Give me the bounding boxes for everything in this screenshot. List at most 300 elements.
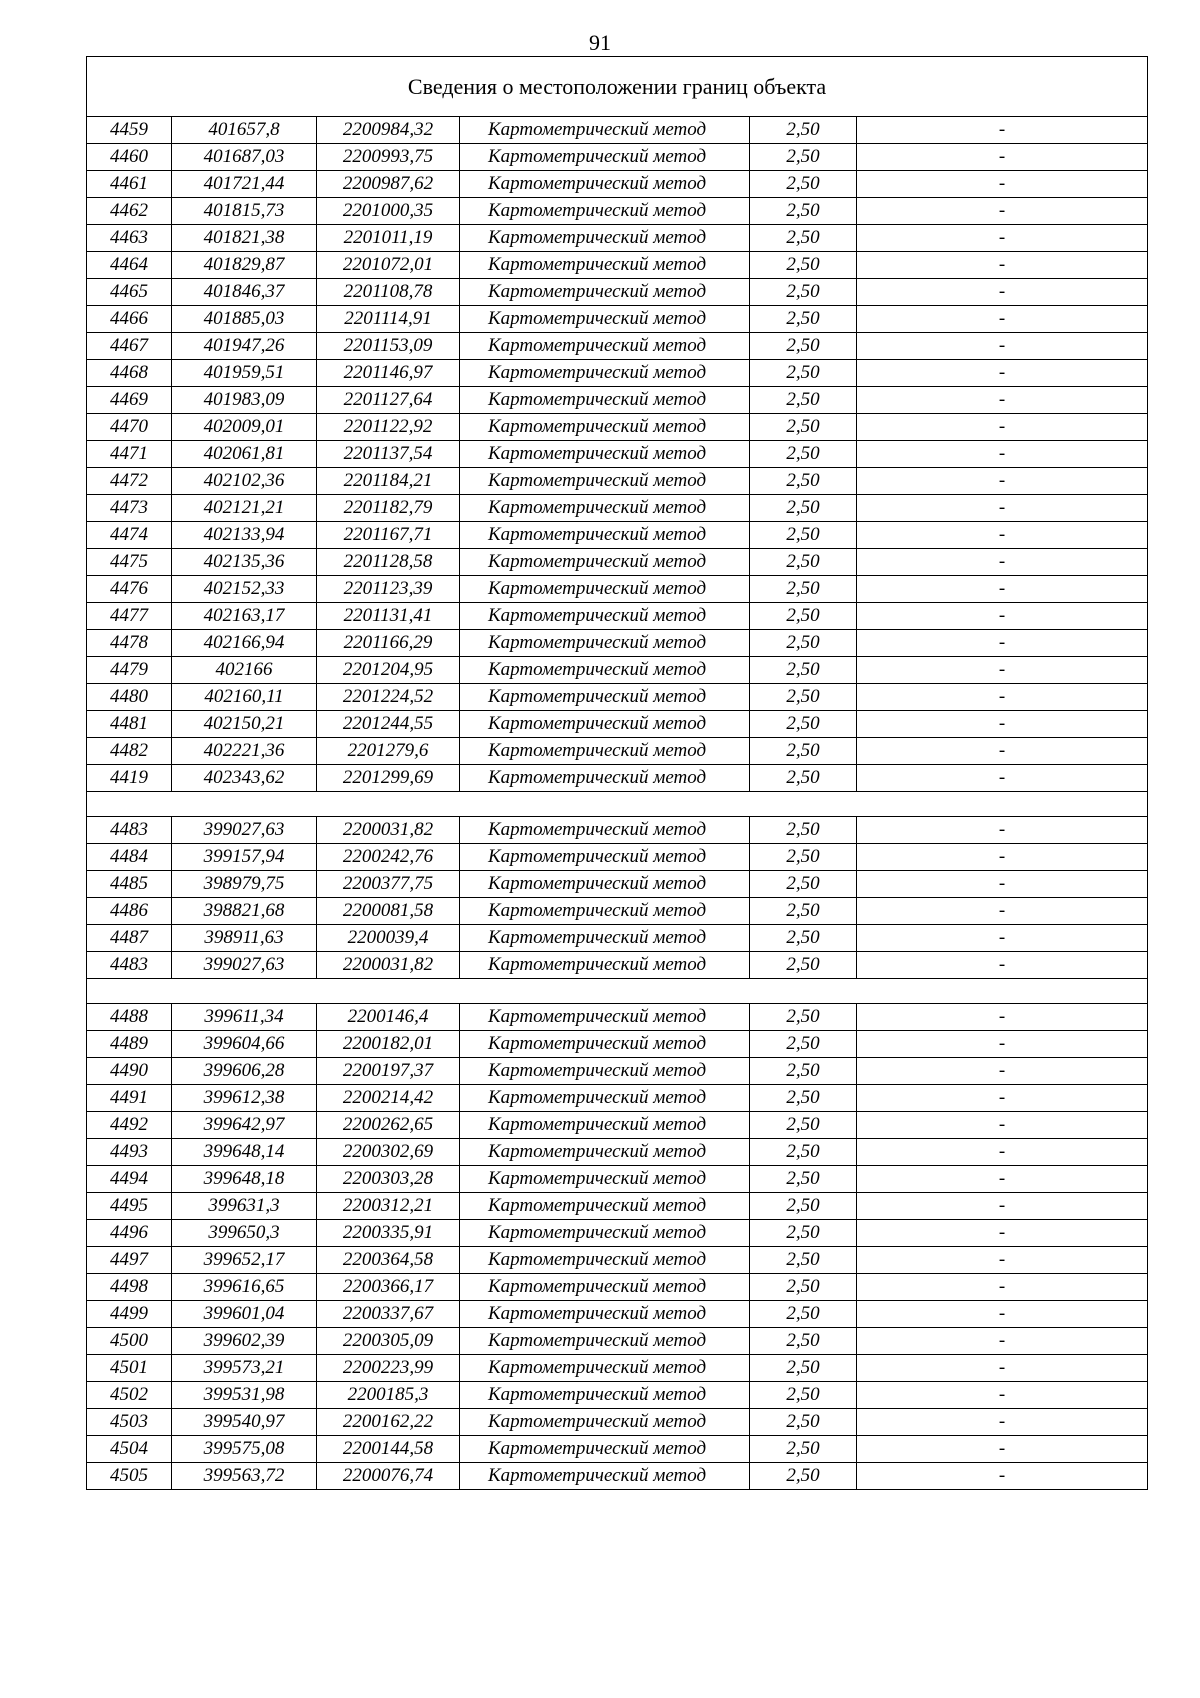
x-coordinate-cell: 402166	[172, 657, 317, 684]
x-coordinate-cell: 402221,36	[172, 738, 317, 765]
accuracy-cell: 2,50	[750, 306, 857, 333]
accuracy-cell: 2,50	[750, 684, 857, 711]
x-coordinate-cell: 398821,68	[172, 898, 317, 925]
accuracy-cell: 2,50	[750, 360, 857, 387]
table-row	[87, 522, 1148, 549]
accuracy-cell: 2,50	[750, 279, 857, 306]
y-coordinate-cell: 2200335,91	[317, 1220, 460, 1247]
x-coordinate-cell: 401846,37	[172, 279, 317, 306]
accuracy-cell: 2,50	[750, 1328, 857, 1355]
point-number-cell: 4496	[87, 1220, 172, 1247]
description-cell: -	[857, 522, 1148, 549]
table-row	[87, 1112, 1148, 1139]
y-coordinate-cell: 2201122,92	[317, 414, 460, 441]
x-coordinate-cell: 399652,17	[172, 1247, 317, 1274]
accuracy-cell: 2,50	[750, 1193, 857, 1220]
method-cell: Картометрический метод	[460, 495, 750, 522]
table-row	[87, 1247, 1148, 1274]
table-row	[87, 952, 1148, 979]
y-coordinate-cell: 2200312,21	[317, 1193, 460, 1220]
method-cell: Картометрический метод	[460, 333, 750, 360]
x-coordinate-cell: 399604,66	[172, 1031, 317, 1058]
description-cell: -	[857, 1409, 1148, 1436]
table-row	[87, 844, 1148, 871]
table-row	[87, 1031, 1148, 1058]
x-coordinate-cell: 399540,97	[172, 1409, 317, 1436]
y-coordinate-cell: 2201204,95	[317, 657, 460, 684]
y-coordinate-cell: 2200031,82	[317, 817, 460, 844]
description-cell: -	[857, 1463, 1148, 1490]
point-number-cell: 4459	[87, 117, 172, 144]
point-number-cell: 4476	[87, 576, 172, 603]
table-row	[87, 1085, 1148, 1112]
point-number-cell: 4468	[87, 360, 172, 387]
point-number-cell: 4491	[87, 1085, 172, 1112]
y-coordinate-cell: 2200993,75	[317, 144, 460, 171]
description-cell: -	[857, 1058, 1148, 1085]
table-row	[87, 898, 1148, 925]
description-cell: -	[857, 414, 1148, 441]
accuracy-cell: 2,50	[750, 441, 857, 468]
table-row	[87, 1058, 1148, 1085]
description-cell: -	[857, 468, 1148, 495]
y-coordinate-cell: 2201279,6	[317, 738, 460, 765]
y-coordinate-cell: 2201153,09	[317, 333, 460, 360]
accuracy-cell: 2,50	[750, 1085, 857, 1112]
method-cell: Картометрический метод	[460, 898, 750, 925]
y-coordinate-cell: 2201182,79	[317, 495, 460, 522]
x-coordinate-cell: 398979,75	[172, 871, 317, 898]
description-cell: -	[857, 360, 1148, 387]
point-number-cell: 4469	[87, 387, 172, 414]
description-cell: -	[857, 1166, 1148, 1193]
description-cell: -	[857, 1031, 1148, 1058]
accuracy-cell: 2,50	[750, 333, 857, 360]
table-row	[87, 1328, 1148, 1355]
method-cell: Картометрический метод	[460, 468, 750, 495]
point-number-cell: 4473	[87, 495, 172, 522]
point-number-cell: 4499	[87, 1301, 172, 1328]
method-cell: Картометрический метод	[460, 844, 750, 871]
description-cell: -	[857, 1355, 1148, 1382]
y-coordinate-cell: 2200223,99	[317, 1355, 460, 1382]
description-cell: -	[857, 603, 1148, 630]
table-row	[87, 468, 1148, 495]
point-number-cell: 4505	[87, 1463, 172, 1490]
description-cell: -	[857, 898, 1148, 925]
description-cell: -	[857, 738, 1148, 765]
x-coordinate-cell: 402166,94	[172, 630, 317, 657]
description-cell: -	[857, 657, 1148, 684]
description-cell: -	[857, 711, 1148, 738]
table-row	[87, 925, 1148, 952]
point-number-cell: 4489	[87, 1031, 172, 1058]
x-coordinate-cell: 399575,08	[172, 1436, 317, 1463]
x-coordinate-cell: 402150,21	[172, 711, 317, 738]
point-number-cell: 4483	[87, 817, 172, 844]
description-cell: -	[857, 1274, 1148, 1301]
method-cell: Картометрический метод	[460, 1112, 750, 1139]
accuracy-cell: 2,50	[750, 387, 857, 414]
x-coordinate-cell: 402135,36	[172, 549, 317, 576]
point-number-cell: 4486	[87, 898, 172, 925]
point-number-cell: 4484	[87, 844, 172, 871]
x-coordinate-cell: 399612,38	[172, 1085, 317, 1112]
method-cell: Картометрический метод	[460, 657, 750, 684]
accuracy-cell: 2,50	[750, 603, 857, 630]
table-row	[87, 117, 1148, 144]
y-coordinate-cell: 2200185,3	[317, 1382, 460, 1409]
table-row	[87, 1355, 1148, 1382]
x-coordinate-cell: 399531,98	[172, 1382, 317, 1409]
x-coordinate-cell: 402102,36	[172, 468, 317, 495]
x-coordinate-cell: 399027,63	[172, 952, 317, 979]
table-row	[87, 576, 1148, 603]
accuracy-cell: 2,50	[750, 1247, 857, 1274]
y-coordinate-cell: 2201137,54	[317, 441, 460, 468]
method-cell: Картометрический метод	[460, 1139, 750, 1166]
page-number: 91	[589, 30, 611, 55]
method-cell: Картометрический метод	[460, 171, 750, 198]
point-number-cell: 4504	[87, 1436, 172, 1463]
x-coordinate-cell: 399027,63	[172, 817, 317, 844]
x-coordinate-cell: 402160,11	[172, 684, 317, 711]
method-cell: Картометрический метод	[460, 441, 750, 468]
point-number-cell: 4419	[87, 765, 172, 792]
method-cell: Картометрический метод	[460, 306, 750, 333]
accuracy-cell: 2,50	[750, 738, 857, 765]
description-cell: -	[857, 1301, 1148, 1328]
accuracy-cell: 2,50	[750, 225, 857, 252]
table-row	[87, 1193, 1148, 1220]
y-coordinate-cell: 2201166,29	[317, 630, 460, 657]
accuracy-cell: 2,50	[750, 844, 857, 871]
point-number-cell: 4465	[87, 279, 172, 306]
accuracy-cell: 2,50	[750, 198, 857, 225]
description-cell: -	[857, 1193, 1148, 1220]
description-cell: -	[857, 576, 1148, 603]
accuracy-cell: 2,50	[750, 1004, 857, 1031]
table-row	[87, 711, 1148, 738]
accuracy-cell: 2,50	[750, 711, 857, 738]
x-coordinate-cell: 402121,21	[172, 495, 317, 522]
accuracy-cell: 2,50	[750, 898, 857, 925]
accuracy-cell: 2,50	[750, 1220, 857, 1247]
x-coordinate-cell: 401815,73	[172, 198, 317, 225]
method-cell: Картометрический метод	[460, 630, 750, 657]
method-cell: Картометрический метод	[460, 1409, 750, 1436]
y-coordinate-cell: 2201224,52	[317, 684, 460, 711]
y-coordinate-cell: 2200144,58	[317, 1436, 460, 1463]
accuracy-cell: 2,50	[750, 1382, 857, 1409]
x-coordinate-cell: 399631,3	[172, 1193, 317, 1220]
x-coordinate-cell: 399650,3	[172, 1220, 317, 1247]
method-cell: Картометрический метод	[460, 1382, 750, 1409]
group-separator-row	[87, 792, 1148, 817]
x-coordinate-cell: 402009,01	[172, 414, 317, 441]
table-row	[87, 144, 1148, 171]
y-coordinate-cell: 2201146,97	[317, 360, 460, 387]
description-cell: -	[857, 1247, 1148, 1274]
x-coordinate-cell: 399642,97	[172, 1112, 317, 1139]
y-coordinate-cell: 2201184,21	[317, 468, 460, 495]
accuracy-cell: 2,50	[750, 1031, 857, 1058]
point-number-cell: 4483	[87, 952, 172, 979]
y-coordinate-cell: 2201244,55	[317, 711, 460, 738]
x-coordinate-cell: 402133,94	[172, 522, 317, 549]
y-coordinate-cell: 2201108,78	[317, 279, 460, 306]
method-cell: Картометрический метод	[460, 522, 750, 549]
description-cell: -	[857, 1112, 1148, 1139]
table-row	[87, 306, 1148, 333]
y-coordinate-cell: 2200039,4	[317, 925, 460, 952]
x-coordinate-cell: 399563,72	[172, 1463, 317, 1490]
boundary-table-container	[86, 56, 1147, 1490]
accuracy-cell: 2,50	[750, 252, 857, 279]
description-cell: -	[857, 1436, 1148, 1463]
method-cell: Картометрический метод	[460, 765, 750, 792]
accuracy-cell: 2,50	[750, 144, 857, 171]
table-row	[87, 549, 1148, 576]
description-cell: -	[857, 630, 1148, 657]
description-cell: -	[857, 765, 1148, 792]
method-cell: Картометрический метод	[460, 1463, 750, 1490]
point-number-cell: 4487	[87, 925, 172, 952]
x-coordinate-cell: 402163,17	[172, 603, 317, 630]
method-cell: Картометрический метод	[460, 1166, 750, 1193]
point-number-cell: 4467	[87, 333, 172, 360]
point-number-cell: 4481	[87, 711, 172, 738]
table-row	[87, 1301, 1148, 1328]
accuracy-cell: 2,50	[750, 117, 857, 144]
table-row	[87, 414, 1148, 441]
method-cell: Картометрический метод	[460, 279, 750, 306]
method-cell: Картометрический метод	[460, 576, 750, 603]
x-coordinate-cell: 399648,14	[172, 1139, 317, 1166]
accuracy-cell: 2,50	[750, 765, 857, 792]
description-cell: -	[857, 198, 1148, 225]
x-coordinate-cell: 401657,8	[172, 117, 317, 144]
method-cell: Картометрический метод	[460, 1274, 750, 1301]
method-cell: Картометрический метод	[460, 252, 750, 279]
accuracy-cell: 2,50	[750, 576, 857, 603]
description-cell: -	[857, 952, 1148, 979]
point-number-cell: 4494	[87, 1166, 172, 1193]
y-coordinate-cell: 2201127,64	[317, 387, 460, 414]
y-coordinate-cell: 2200987,62	[317, 171, 460, 198]
x-coordinate-cell: 401687,03	[172, 144, 317, 171]
y-coordinate-cell: 2200076,74	[317, 1463, 460, 1490]
method-cell: Картометрический метод	[460, 1031, 750, 1058]
y-coordinate-cell: 2201011,19	[317, 225, 460, 252]
y-coordinate-cell: 2200081,58	[317, 898, 460, 925]
method-cell: Картометрический метод	[460, 1220, 750, 1247]
description-cell: -	[857, 684, 1148, 711]
table-row	[87, 817, 1148, 844]
x-coordinate-cell: 398911,63	[172, 925, 317, 952]
group-separator-cell	[87, 792, 1148, 817]
table-row	[87, 657, 1148, 684]
group-separator-cell	[87, 979, 1148, 1004]
table-row	[87, 387, 1148, 414]
method-cell: Картометрический метод	[460, 711, 750, 738]
accuracy-cell: 2,50	[750, 1058, 857, 1085]
y-coordinate-cell: 2201072,01	[317, 252, 460, 279]
y-coordinate-cell: 2200242,76	[317, 844, 460, 871]
x-coordinate-cell: 401885,03	[172, 306, 317, 333]
point-number-cell: 4461	[87, 171, 172, 198]
y-coordinate-cell: 2201128,58	[317, 549, 460, 576]
accuracy-cell: 2,50	[750, 549, 857, 576]
point-number-cell: 4503	[87, 1409, 172, 1436]
y-coordinate-cell: 2200182,01	[317, 1031, 460, 1058]
description-cell: -	[857, 441, 1148, 468]
point-number-cell: 4477	[87, 603, 172, 630]
point-number-cell: 4474	[87, 522, 172, 549]
x-coordinate-cell: 399157,94	[172, 844, 317, 871]
description-cell: -	[857, 144, 1148, 171]
table-row	[87, 1274, 1148, 1301]
point-number-cell: 4500	[87, 1328, 172, 1355]
y-coordinate-cell: 2200162,22	[317, 1409, 460, 1436]
y-coordinate-cell: 2200146,4	[317, 1004, 460, 1031]
table-title: Сведения о местоположении границ объекта	[87, 57, 1148, 117]
x-coordinate-cell: 401821,38	[172, 225, 317, 252]
description-cell: -	[857, 171, 1148, 198]
table-row	[87, 495, 1148, 522]
method-cell: Картометрический метод	[460, 117, 750, 144]
y-coordinate-cell: 2200302,69	[317, 1139, 460, 1166]
description-cell: -	[857, 1328, 1148, 1355]
description-cell: -	[857, 1004, 1148, 1031]
group-separator-row	[87, 979, 1148, 1004]
accuracy-cell: 2,50	[750, 522, 857, 549]
point-number-cell: 4485	[87, 871, 172, 898]
accuracy-cell: 2,50	[750, 1274, 857, 1301]
point-number-cell: 4464	[87, 252, 172, 279]
method-cell: Картометрический метод	[460, 360, 750, 387]
point-number-cell: 4497	[87, 1247, 172, 1274]
point-number-cell: 4471	[87, 441, 172, 468]
table-row	[87, 630, 1148, 657]
point-number-cell: 4462	[87, 198, 172, 225]
method-cell: Картометрический метод	[460, 925, 750, 952]
description-cell: -	[857, 495, 1148, 522]
accuracy-cell: 2,50	[750, 1463, 857, 1490]
accuracy-cell: 2,50	[750, 1139, 857, 1166]
table-row	[87, 684, 1148, 711]
table-row	[87, 360, 1148, 387]
accuracy-cell: 2,50	[750, 1112, 857, 1139]
description-cell: -	[857, 817, 1148, 844]
table-row	[87, 252, 1148, 279]
x-coordinate-cell: 399602,39	[172, 1328, 317, 1355]
accuracy-cell: 2,50	[750, 1355, 857, 1382]
table-row	[87, 333, 1148, 360]
table-row	[87, 225, 1148, 252]
method-cell: Картометрический метод	[460, 1085, 750, 1112]
description-cell: -	[857, 306, 1148, 333]
y-coordinate-cell: 2200197,37	[317, 1058, 460, 1085]
method-cell: Картометрический метод	[460, 952, 750, 979]
accuracy-cell: 2,50	[750, 630, 857, 657]
accuracy-cell: 2,50	[750, 952, 857, 979]
description-cell: -	[857, 252, 1148, 279]
table-row	[87, 1436, 1148, 1463]
description-cell: -	[857, 1139, 1148, 1166]
description-cell: -	[857, 1382, 1148, 1409]
table-row	[87, 871, 1148, 898]
x-coordinate-cell: 402152,33	[172, 576, 317, 603]
y-coordinate-cell: 2200377,75	[317, 871, 460, 898]
description-cell: -	[857, 225, 1148, 252]
table-row	[87, 1220, 1148, 1247]
x-coordinate-cell: 399606,28	[172, 1058, 317, 1085]
y-coordinate-cell: 2200305,09	[317, 1328, 460, 1355]
point-number-cell: 4482	[87, 738, 172, 765]
point-number-cell: 4498	[87, 1274, 172, 1301]
method-cell: Картометрический метод	[460, 684, 750, 711]
accuracy-cell: 2,50	[750, 925, 857, 952]
description-cell: -	[857, 117, 1148, 144]
point-number-cell: 4490	[87, 1058, 172, 1085]
point-number-cell: 4472	[87, 468, 172, 495]
accuracy-cell: 2,50	[750, 817, 857, 844]
description-cell: -	[857, 844, 1148, 871]
accuracy-cell: 2,50	[750, 1436, 857, 1463]
method-cell: Картометрический метод	[460, 871, 750, 898]
accuracy-cell: 2,50	[750, 414, 857, 441]
point-number-cell: 4479	[87, 657, 172, 684]
method-cell: Картометрический метод	[460, 1058, 750, 1085]
x-coordinate-cell: 401983,09	[172, 387, 317, 414]
description-cell: -	[857, 871, 1148, 898]
y-coordinate-cell: 2201299,69	[317, 765, 460, 792]
y-coordinate-cell: 2200364,58	[317, 1247, 460, 1274]
accuracy-cell: 2,50	[750, 871, 857, 898]
description-cell: -	[857, 925, 1148, 952]
x-coordinate-cell: 401947,26	[172, 333, 317, 360]
description-cell: -	[857, 1220, 1148, 1247]
table-row	[87, 1166, 1148, 1193]
point-number-cell: 4480	[87, 684, 172, 711]
y-coordinate-cell: 2200366,17	[317, 1274, 460, 1301]
accuracy-cell: 2,50	[750, 468, 857, 495]
table-row	[87, 1409, 1148, 1436]
accuracy-cell: 2,50	[750, 495, 857, 522]
method-cell: Картометрический метод	[460, 738, 750, 765]
method-cell: Картометрический метод	[460, 1355, 750, 1382]
x-coordinate-cell: 401829,87	[172, 252, 317, 279]
description-cell: -	[857, 279, 1148, 306]
method-cell: Картометрический метод	[460, 1436, 750, 1463]
accuracy-cell: 2,50	[750, 171, 857, 198]
point-number-cell: 4466	[87, 306, 172, 333]
table-row	[87, 1463, 1148, 1490]
x-coordinate-cell: 399611,34	[172, 1004, 317, 1031]
table-row	[87, 171, 1148, 198]
x-coordinate-cell: 401959,51	[172, 360, 317, 387]
y-coordinate-cell: 2200214,42	[317, 1085, 460, 1112]
point-number-cell: 4501	[87, 1355, 172, 1382]
point-number-cell: 4502	[87, 1382, 172, 1409]
accuracy-cell: 2,50	[750, 657, 857, 684]
y-coordinate-cell: 2200262,65	[317, 1112, 460, 1139]
x-coordinate-cell: 402343,62	[172, 765, 317, 792]
accuracy-cell: 2,50	[750, 1409, 857, 1436]
point-number-cell: 4470	[87, 414, 172, 441]
y-coordinate-cell: 2201167,71	[317, 522, 460, 549]
